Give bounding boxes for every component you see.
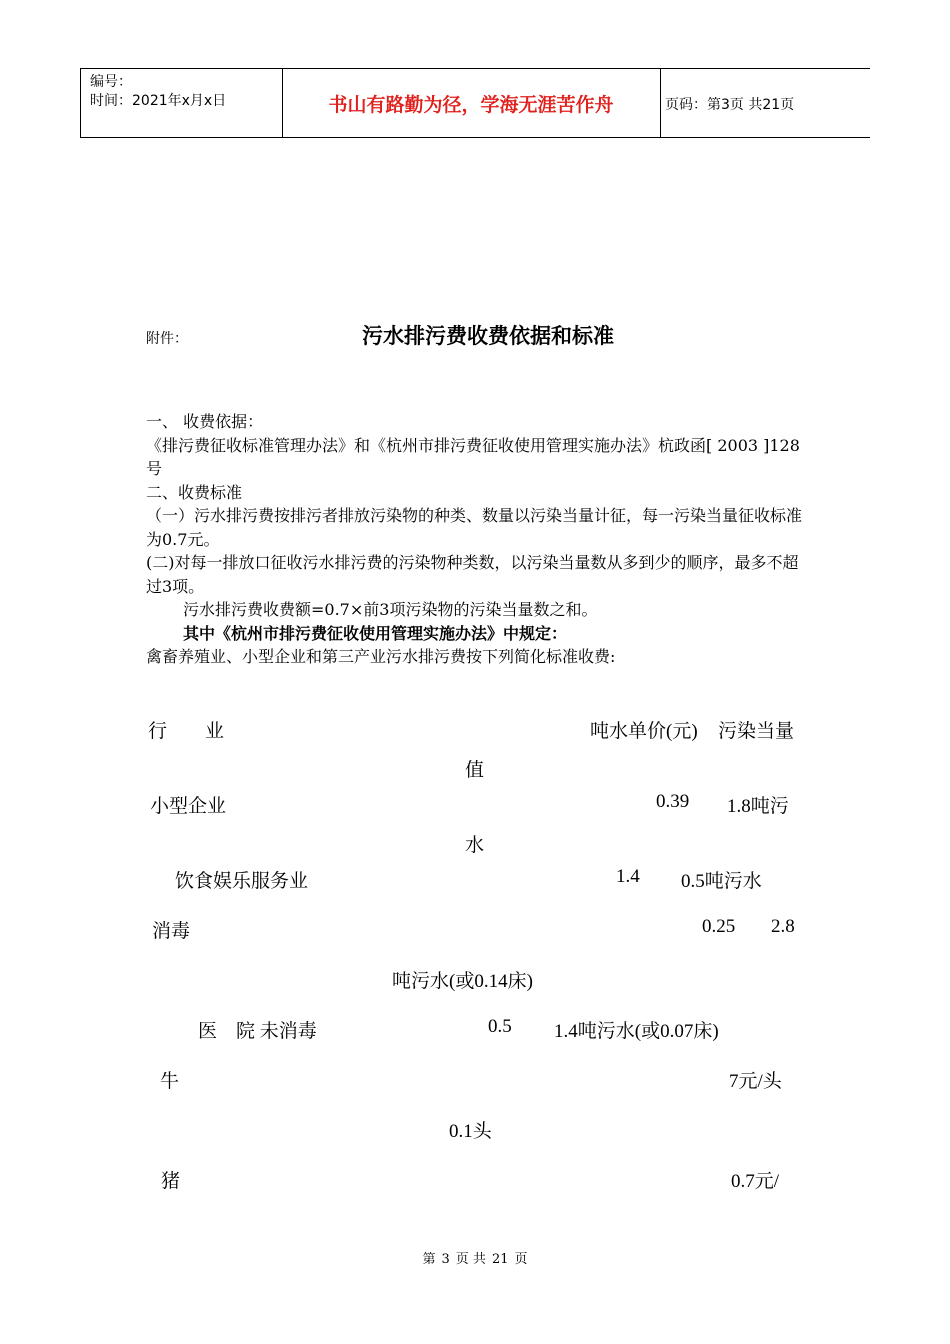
footer-total-pages: 21 (491, 1252, 509, 1267)
header-meta (90, 73, 226, 111)
row-equiv: 1.8吨污 (727, 796, 789, 817)
row-price: 7元/头 (729, 1071, 782, 1092)
row-equiv: 0.1头 (449, 1121, 492, 1142)
row-price: 0.5 (488, 1016, 512, 1037)
paragraph: (二)对每一排放口征收污水排污费的污染物种类数，以污染当量数从多到少的顺序，最多不超过3项。 (146, 553, 799, 596)
row-name: 牛 (160, 1071, 180, 1092)
row-price: 0.7元/ (731, 1171, 780, 1192)
row-name: 猪 (161, 1171, 181, 1192)
row-price: 0.39 (656, 791, 690, 812)
section-heading: 二、收费标准 (146, 482, 243, 502)
document-title: 污水排污费收费依据和标准 (362, 324, 614, 348)
row-price: 0.25 (702, 916, 736, 937)
row-name: 医 院 未消毒 (198, 1021, 317, 1042)
row-equiv: 1.4吨污水(或0.07床) (554, 1021, 719, 1042)
paragraph: （一）污水排污费按排污者排放污染物的种类、数量以污染当量计征，每一污染当量征收标准为0.7元。 (146, 506, 803, 549)
header-motto: 书山有路勤为径，学海无涯苦作舟 (328, 93, 614, 116)
document-body (146, 410, 810, 669)
table-header-equiv-wrap: 值 (465, 760, 485, 781)
row-equiv-wrap: 水 (465, 835, 485, 856)
doc-number-label: 编号： (90, 74, 132, 90)
header-divider (660, 69, 661, 137)
table-header-equiv: 污染当量 (718, 721, 795, 742)
formula-paragraph: 污水排污费收费额=0.7×前3项污染物的污染当量数之和。 (183, 600, 598, 619)
paragraph: 禽畜养殖业、小型企业和第三产业污水排污费按下列简化标准收费: (146, 647, 616, 666)
row-price: 1.4 (616, 866, 640, 887)
footer-suffix: 页 (514, 1252, 528, 1267)
header-page-info: 页码：第3页 共21页 (665, 97, 795, 113)
row-name: 消毒 (152, 921, 191, 942)
row-name: 饮食娱乐服务业 (175, 871, 309, 892)
footer-mid: 页 共 (455, 1252, 486, 1267)
row-equiv: 2.8 (771, 916, 795, 937)
paragraph: 《排污费征收标准管理办法》和《杭州市排污费征收使用管理实施办法》杭政函[ 2003 ]128号 (146, 435, 800, 478)
row-equiv: 0.5吨污水 (681, 871, 762, 892)
row-equiv-wrap: 吨污水(或0.14床) (392, 971, 533, 992)
row-name: 小型企业 (150, 796, 227, 817)
section-heading: 一、 收费依据： (146, 412, 264, 431)
bold-paragraph: 其中《杭州市排污费征收使用管理实施办法》中规定： (183, 623, 568, 643)
page-footer (0, 1248, 950, 1267)
footer-page-number: 3 (441, 1252, 450, 1267)
table-header-unit-price: 吨水单价(元) (590, 721, 698, 742)
footer-prefix: 第 (422, 1252, 436, 1267)
page-header (80, 68, 870, 138)
attachment-label: 附件： (146, 331, 188, 347)
header-left-border (80, 69, 81, 137)
doc-time: 时间：2021年x月x日 (90, 93, 227, 109)
table-header-industry: 行 业 (148, 721, 225, 742)
